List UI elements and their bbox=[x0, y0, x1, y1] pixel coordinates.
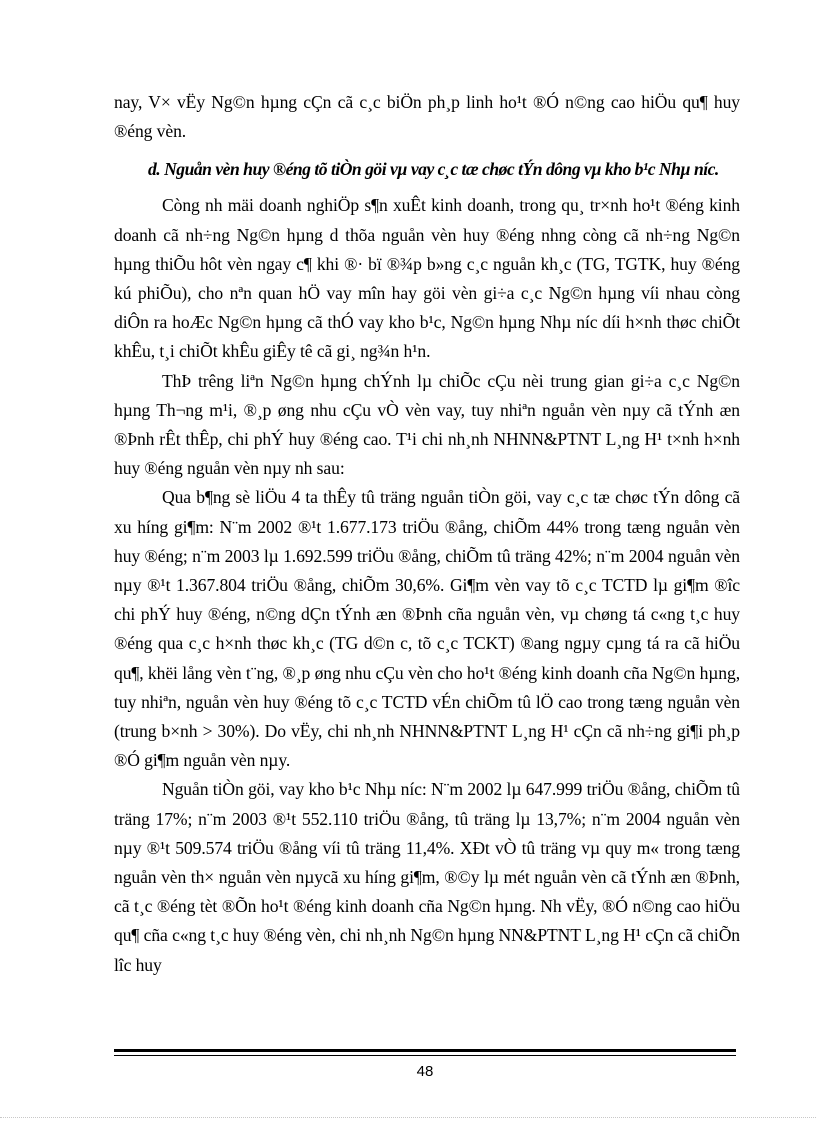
footer-rule-thick bbox=[114, 1049, 736, 1052]
paragraph-2: Còng nh mäi doanh nghiÖp s¶n xuÊt kinh doanh, trong qu¸ tr×nh ho¹t ®éng kinh doanh cã nh÷ng Ng©n hµng d thõa nguån vèn huy ®éng nhng còng cã nh÷ng Ng©n hµng thiÕu hôt vèn ngay c¶ khi ®· bï ®¾p b»ng c¸c nguån kh¸c (TG, TGTK, huy ®éng kú phiÕu), cho nªn quan hÖ vay mîn hay göi vèn gi÷a c¸c Ng©n hµng víi nhau còng diÔn ra hoÆc Ng©n hµng cã thÓ vay kho b¹c, Ng©n hµng Nhµ níc díi h×nh thøc chiÕt khÊu, t¸i chiÕt khÊu giÊy tê cã gi¸ ng¾n h¹n. bbox=[114, 195, 740, 362]
page-number: 48 bbox=[416, 1063, 434, 1080]
page-bottom-border bbox=[0, 1117, 816, 1118]
paragraph-1: nay, V× vËy Ng©n hµng cÇn cã c¸c biÖn ph¸p linh ho¹t ®Ó n©ng cao hiÖu qu¶ huy ®éng vèn. bbox=[114, 92, 740, 142]
body-text bbox=[114, 88, 740, 980]
footer-rule-thin bbox=[114, 1055, 736, 1056]
paragraph-3: ThÞ trêng liªn Ng©n hµng chÝnh lµ chiÕc cÇu nèi trung gian gi÷a c¸c Ng©n hµng Th¬ng m¹i, ®¸p øng nhu cÇu vÒ vèn vay, tuy nhiªn nguån vèn nµy cã tÝnh æn ®Þnh rÊt thÊp, chi phÝ huy ®éng cao. T¹i chi nh¸nh NHNN&PTNT L¸ng H¹ t×nh h×nh huy ®éng nguån vèn nµy nh sau: bbox=[114, 370, 740, 479]
paragraph-5: Nguån tiÒn göi, vay kho b¹c Nhµ níc: N¨m 2002 lµ 647.999 triÖu ®ång, chiÕm tû träng 17%; n¨m 2003 ®¹t 552.110 triÖu ®ång, tû träng lµ 13,7%; n¨m 2004 nguån vèn nµy ®¹t 509.574 triÖu ®ång víi tû träng 11,4%. XÐt vÒ tû träng vµ quy m« trong tæng nguån vèn th× nguån vèn nµycã xu híng gi¶m, ®©y lµ mét nguån vèn cã tÝnh æn ®Þnh, cã t¸c ®éng tèt ®Õn ho¹t ®éng kinh doanh cña Ng©n hµng. Nh vËy, ®Ó n©ng cao hiÖu qu¶ cña c«ng t¸c huy ®éng vèn, chi nh¸nh Ng©n hµng NN&PTNT L¸ng H¹ cÇn cã chiÕn lîc huy bbox=[114, 779, 740, 975]
section-heading-d: d. Nguån vèn huy ®éng tõ tiÒn göi vµ vay c¸c tæ chøc tÝn dông vµ kho b¹c Nhµ níc. bbox=[148, 159, 719, 180]
paragraph-4: Qua b¶ng sè liÖu 4 ta thÊy tû träng nguån tiÒn göi, vay c¸c tæ chøc tÝn dông cã xu híng gi¶m: N¨m 2002 ®¹t 1.677.173 triÖu ®ång, chiÕm 44% trong tæng nguån vèn huy ®éng; n¨m 2003 lµ 1.692.599 triÖu ®ång, chiÕm tû träng 42%; n¨m 2004 nguån vèn nµy ®¹t 1.367.804 triÖu ®ång, chiÕm 30,6%. Gi¶m vèn vay tõ c¸c TCTD lµ gi¶m ®îc chi phÝ huy ®éng, n©ng dÇn tÝnh æn ®Þnh cña nguån vèn, vµ chøng tá c«ng t¸c huy ®éng qua c¸c h×nh thøc kh¸c (TG d©n c, tõ c¸c TCKT) ®ang ngµy cµng tá ra cã hiÖu qu¶, khëi lång vèn t¨ng, ®¸p øng nhu cÇu vèn cho ho¹t ®éng kinh doanh cña Ng©n hµng, tuy nhiªn, nguån vèn huy ®éng tõ c¸c TCTD vÉn chiÕm tû lÖ cao trong tæng nguån vèn (trung b×nh > 30%). Do vËy, chi nh¸nh NHNN&PTNT L¸ng H¹ cÇn cã nh÷ng gi¶i ph¸p ®Ó gi¶m nguån vèn nµy. bbox=[114, 487, 740, 771]
